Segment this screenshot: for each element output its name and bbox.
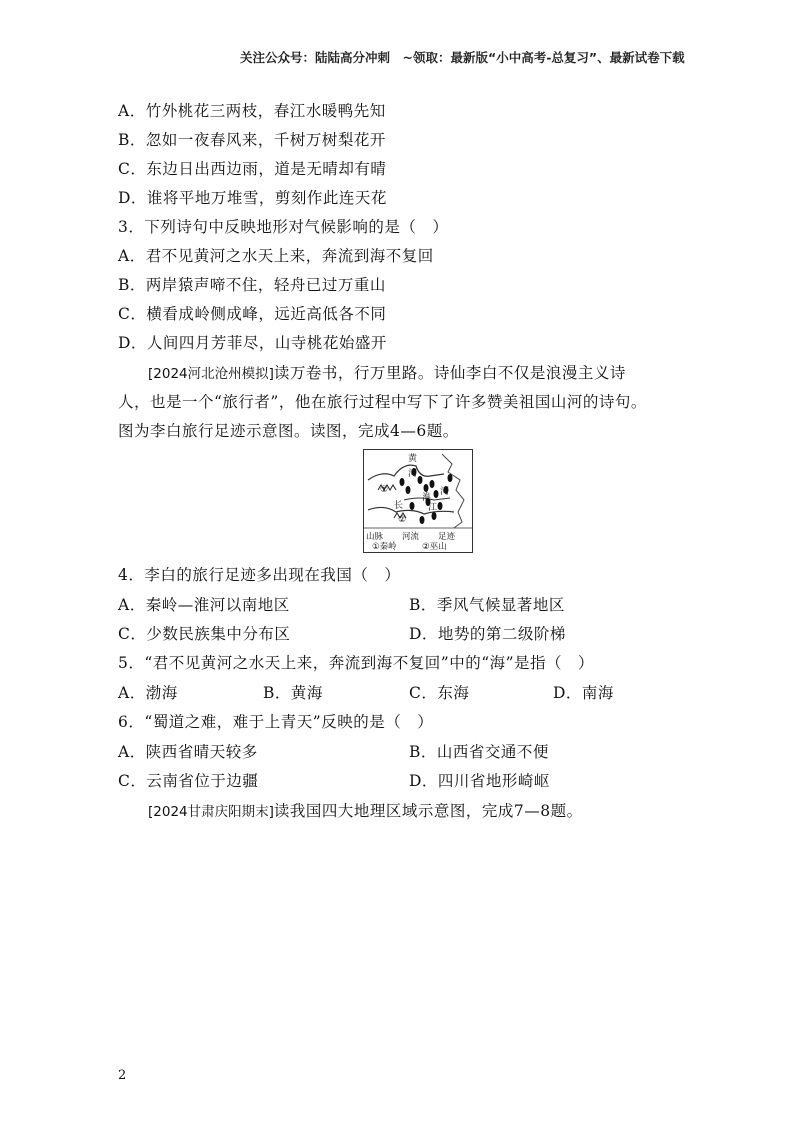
map-label-he1: 河: [408, 469, 418, 479]
map-label-2: ②: [398, 515, 407, 525]
map-label-huang: 黄: [408, 454, 418, 464]
yellow-river: [368, 465, 444, 480]
q2-option-b: B．忽如一夜春风来，千树万树梨花开: [118, 131, 386, 149]
intro1-line1: [148, 361, 626, 383]
page-number: 2: [118, 1068, 127, 1083]
q3-option-d: D．人间四月芳菲尽，山寺桃花始盛开: [118, 334, 387, 352]
map-graphic: [364, 450, 472, 552]
map-label-jiang: 江: [428, 503, 438, 513]
li-bai-travel-map: [363, 449, 473, 553]
q3-option-a: A．君不见黄河之水天上来，奔流到海不复回: [118, 247, 434, 265]
legend-footprint: 足迹: [438, 532, 456, 542]
legend-mountain: 山脉: [366, 532, 384, 542]
q4-stem: 4．李白的旅行足迹多出现在我国（ ）: [118, 566, 401, 584]
q5-option-b: B．黄海: [263, 684, 323, 702]
map-label-he2: 河: [440, 487, 450, 497]
intro1-line2: 人，也是一个“旅行者”，他在旅行过程中写下了许多赞美祖国山河的诗句。: [118, 393, 647, 411]
q2-option-c: C．东边日出西边雨，道是无晴却有晴: [118, 160, 387, 178]
q6-option-a: A．陕西省晴天较多: [118, 743, 258, 761]
q6-option-c: C．云南省位于边疆: [118, 772, 259, 790]
intro1-source-tag: [2024河北沧州模拟]: [148, 366, 274, 382]
page-header-banner: 关注公众号：陆陆高分冲刺 ~领取：最新版“小中高考-总复习”、最新试卷下载: [240, 50, 685, 65]
legend-wushan: ②巫山: [422, 542, 447, 552]
q2-option-d: D．谁将平地万堆雪，剪刻作此连天花: [118, 189, 387, 207]
intro2-source-tag: [2024甘肃庆阳期末]: [148, 804, 274, 820]
map-label-1: ①: [380, 485, 389, 495]
q3-option-b: B．两岸猿声啼不住，轻舟已过万重山: [118, 276, 386, 294]
q6-option-b: B．山西省交通不便: [409, 743, 549, 761]
intro1-line1-text: 读万卷书，行万里路。诗仙李白不仅是浪漫主义诗: [273, 364, 626, 382]
q5-option-c: C．东海: [409, 684, 470, 702]
legend-qinling: ①秦岭: [372, 542, 397, 552]
q2-option-a: A．竹外桃花三两枝，春江水暖鸭先知: [118, 102, 386, 120]
q6-stem: 6．“蜀道之难，难于上青天”反映的是（ ）: [118, 713, 434, 731]
legend-river: 河流: [402, 532, 420, 542]
q5-option-a: A．渤海: [118, 684, 178, 702]
map-label-huai: 淮: [422, 493, 432, 503]
intro2-line: [148, 799, 583, 821]
q3-stem: 3．下列诗句中反映地形对气候影响的是（ ）: [118, 218, 449, 236]
q3-option-c: C．横看成岭侧成峰，远近高低各不同: [118, 305, 387, 323]
q5-option-d: D．南海: [553, 684, 614, 702]
q4-option-a: A．秦岭—淮河以南地区: [118, 596, 290, 614]
q4-option-b: B．季风气候显著地区: [409, 596, 565, 614]
map-label-chang: 长: [394, 501, 404, 511]
q6-option-d: D．四川省地形崎岖: [409, 772, 550, 790]
q5-stem: 5．“君不见黄河之水天上来，奔流到海不复回”中的“海”是指（ ）: [118, 654, 595, 672]
intro2-text: 读我国四大地理区域示意图，完成7—8题。: [273, 802, 583, 820]
q4-option-d: D．地势的第二级阶梯: [409, 625, 566, 643]
q4-option-c: C．少数民族集中分布区: [118, 625, 291, 643]
intro1-line3: 图为李白旅行足迹示意图。读图，完成4—6题。: [118, 422, 459, 440]
